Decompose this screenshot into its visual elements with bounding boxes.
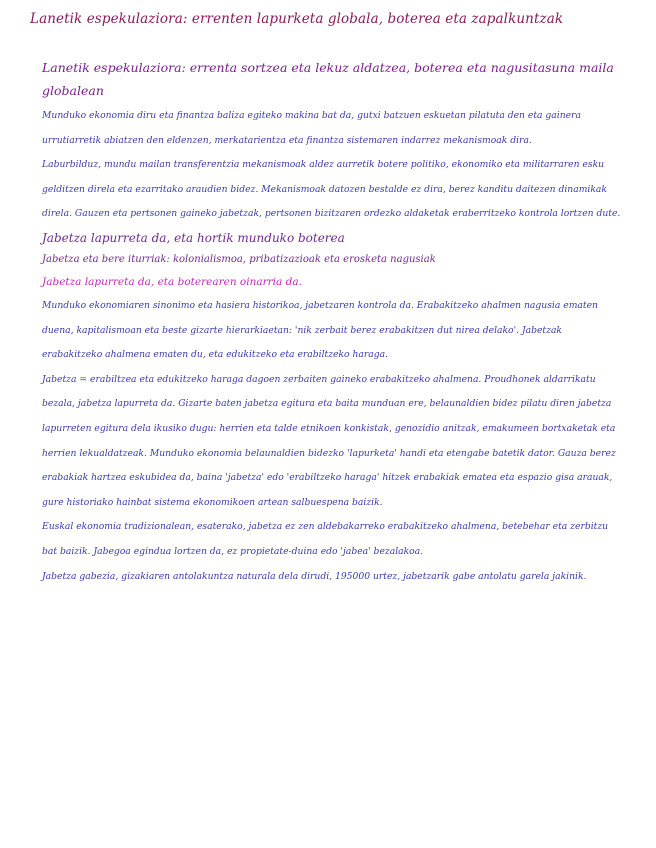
page-title: Lanetik espekulaziora: errenten lapurketa globala, boterea eta zapalkuntzak (30, 11, 564, 27)
paragraph: Jabetza gabezia, gizakiaren antolakuntza naturala dela dirudi, 195000 urtez, jabetzarik gabe antolatu garela jakinik. (42, 570, 587, 582)
section-heading-highlight: Jabetza lapurreta da, eta boterearen oinarria da. (42, 275, 302, 288)
section-subheading: Lanetik espekulaziora: errenta sortzea eta lekuz aldatzea, boterea eta nagusitasuna maila globalean (42, 60, 614, 98)
paragraph: Laburbilduz, mundu mailan transferentzia mekanismoak aldez aurretik botere politiko, ekonomiko eta militarraren esku gelditzen direla eta ezarritako araudien bidez. Mekanismoak datozen bestalde ez dira, berez kanditu daitezen dinamikak direla. Gauzen eta pertsonen gaineko jabetzak, pertsonen bizitzaren ordezko aldaketak eraberritzeko kontrola lortzen dute. (42, 159, 621, 220)
paragraph: Jabetza = erabiltzea eta edukitzeko haraga dagoen zerbaiten gaineko erabakitzeko ahalmena. Proudhonek aldarrikatu bezala, jabetza lapurreta da. Gizarte baten jabetza egitura eta baita munduan ere, belaunaldien bidez pilatu diren jabetza lapurreten egitura dela ikusiko dugu: herrien eta talde etnikoen konkistak, genozidio anitzak, emakumeen bortxaketak eta herrien lekualdatzeak. Munduko ekonomia belaunaldien bidezko 'lapurketa' handi eta etengabe batetik dator. Gauza berez erabakiak hartzea eskubidea da, baina 'jabetza' edo 'erabiltzeko haraga' hitzek erabakiak ematea eta espazio gisa arauak, gure historiako hainbat sistema ekonomikoen artean salbuespena baizik. (42, 373, 616, 508)
paragraph: Euskal ekonomia tradizionalean, esaterako, jabetza ez zen aldebakarreko erabakitzeko ahalmena, betebehar eta zerbitzu bat baizik. Jabegoa egindua lortzen da, ez propietate-duina edo 'jabea' bezalakoa. (42, 521, 609, 557)
paragraph: Munduko ekonomiaren sinonimo eta hasiera historikoa, jabetzaren kontrola da. Erabakitzeko ahalmen nagusia ematen duena, kapitalismoan eta beste gizarte hierarkiaetan: 'nik zerbait berez erabakitzen dut nirea delako'. Jabetzak erabakitzeko ahalmena ematen du, eta edukitzeko eta erabiltzeko haraga. (42, 299, 598, 361)
paragraph: Munduko ekonomia diru eta finantza baliza egiteko makina bat da, gutxi batzuen eskuetan pilatuta den eta gainera urrutiarretik abiatzen den eldenzen, merkatarientza eta finantza sistemaren indarrez mekanismoak dira. (42, 110, 581, 146)
page-content (42, 56, 622, 589)
section-heading-secondary: Jabetza eta bere iturriak: kolonialismoa, pribatizazioak eta erosketa nagusiak (42, 253, 436, 265)
section-heading: Jabetza lapurreta da, eta hortik munduko boterea (42, 230, 345, 245)
